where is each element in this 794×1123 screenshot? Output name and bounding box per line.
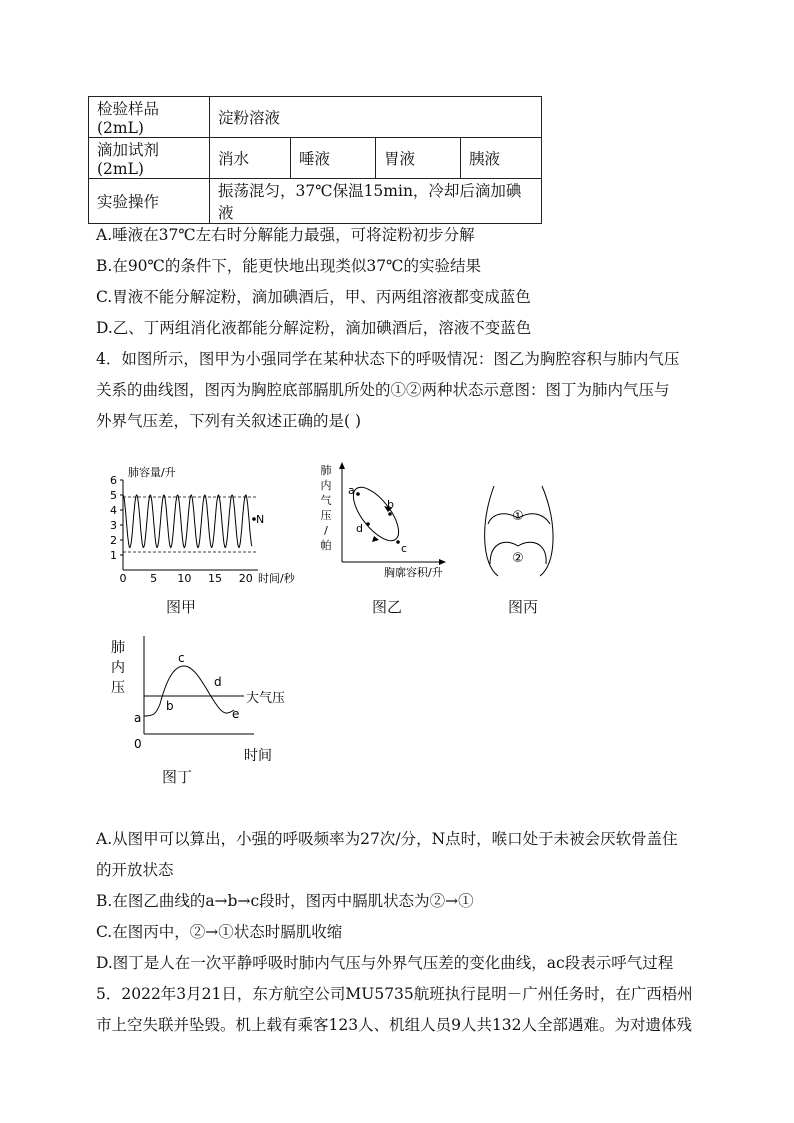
origin-label: 0 <box>134 737 142 751</box>
table-row <box>89 179 542 224</box>
y-tick-label: 2 <box>110 534 117 547</box>
xlabel: 时间/秒 <box>258 572 295 585</box>
x-tick-label: 0 <box>119 572 127 585</box>
point-label: N <box>256 513 265 526</box>
question-4-stem: 外界气压差，下列有关叙述正确的是( ) <box>96 412 362 430</box>
table-cell: 消水 <box>210 138 291 179</box>
question-4-stem: 关系的曲线图，图丙为胸腔底部膈肌所处的①②两种状态示意图：图丁为肺内气压与 <box>96 381 670 399</box>
figure-bing <box>480 484 560 580</box>
pressure-curve <box>144 666 234 716</box>
point-label: c <box>401 542 408 555</box>
table-cell: 振荡混匀，37℃保温15min，冷却后滴加碘液 <box>210 179 542 224</box>
option-c: C.胃液不能分解淀粉，滴加碘酒后，甲、丙两组溶液都变成蓝色 <box>96 288 531 306</box>
x-tick-label: 20 <box>238 572 253 585</box>
table-cell: 检验样品(2mL) <box>89 97 210 138</box>
option-a: A.从图甲可以算出，小强的呼吸频率为27次/分，N点时，喉口处于未被会厌软骨盖住 <box>96 830 678 848</box>
x-tick-label: 10 <box>177 572 192 585</box>
ylabel-char: 帕 <box>320 539 332 552</box>
y-tick-label: 4 <box>110 504 117 517</box>
xlabel: 时间 <box>244 748 272 764</box>
ylabel-char: 肺 <box>320 464 332 477</box>
ylabel-char: 肺 <box>111 640 125 656</box>
question-5-stem: 5．2022年3月21日，东方航空公司MU5735航班执行昆明－广州任务时，在广西梧州 <box>96 985 693 1003</box>
figure-ding <box>104 630 304 770</box>
point-label: a <box>348 484 355 497</box>
table-row <box>89 138 542 179</box>
point-label: b <box>166 699 174 713</box>
ylabel-char: 气 <box>320 494 332 507</box>
point-label: b <box>387 498 394 511</box>
ylabel <box>111 639 125 696</box>
ylabel-char: / <box>324 524 328 537</box>
table-cell: 胰液 <box>461 138 542 179</box>
caption-ding: 图丁 <box>162 768 193 786</box>
table-cell: 淀粉溶液 <box>210 97 542 138</box>
ylabel-char: 内 <box>111 660 125 676</box>
x-ticks <box>120 572 253 585</box>
experiment-table <box>88 96 542 224</box>
option-b: B.在图乙曲线的a→b→c段时，图丙中膈肌状态为②→① <box>96 892 474 910</box>
point-label: e <box>232 707 240 721</box>
question-5-stem: 市上空失联并坠毁。机上载有乘客123人、机组人员9人共132人全部遇难。为对遗体残 <box>96 1016 693 1034</box>
table-cell: 滴加试剂(2mL) <box>89 138 210 179</box>
point-label: d <box>214 675 222 689</box>
figure-jia <box>108 462 295 592</box>
y-tick-label: 1 <box>110 549 117 562</box>
y-tick-label: 6 <box>110 474 117 487</box>
caption-jia: 图甲 <box>166 598 197 616</box>
option-b: B.在90℃的条件下，能更快地出现类似37℃的实验结果 <box>96 257 481 275</box>
point-label: a <box>134 711 142 725</box>
state-label: ② <box>512 551 524 566</box>
caption-bing: 图丙 <box>508 598 539 616</box>
ref-label: 大气压 <box>246 691 286 706</box>
x-tick-label: 15 <box>208 572 223 585</box>
table-cell: 唾液 <box>291 138 376 179</box>
xlabel: 胸廓容积/升 <box>384 566 443 579</box>
point-label: d <box>356 522 363 535</box>
y-ticks <box>110 474 123 562</box>
x-tick-label: 5 <box>150 572 158 585</box>
ylabel-char: 压 <box>320 509 332 522</box>
question-4-stem: 4．如图所示，图甲为小强同学在某种状态下的呼吸情况：图乙为胸腔容积与肺内气压 <box>96 350 680 368</box>
ylabel-char: 压 <box>111 680 125 696</box>
option-a: A.唾液在37℃左右时分解能力最强，可将淀粉初步分解 <box>96 226 475 244</box>
table-cell: 胃液 <box>376 138 461 179</box>
caption-yi: 图乙 <box>372 598 403 616</box>
option-a-cont: 的开放状态 <box>96 861 174 879</box>
ylabel <box>321 463 332 552</box>
y-tick-label: 3 <box>110 519 117 532</box>
y-tick-label: 5 <box>110 489 117 502</box>
table-cell: 实验操作 <box>89 179 210 224</box>
option-d: D.乙、丁两组消化液都能分解淀粉，滴加碘酒后，溶液不变蓝色 <box>96 319 532 337</box>
table-row <box>89 97 542 138</box>
volume-curve <box>123 495 252 548</box>
option-d: D.图丁是人在一次平静呼吸时肺内气压与外界气压差的变化曲线，ac段表示呼气过程 <box>96 954 674 972</box>
ylabel: 肺容量/升 <box>128 466 176 479</box>
option-c: C.在图丙中，②→①状态时膈肌收缩 <box>96 923 343 941</box>
point-label: c <box>178 651 185 665</box>
ylabel-char: 内 <box>320 479 332 492</box>
state-label: ① <box>512 509 524 524</box>
figure-yi <box>316 462 466 582</box>
